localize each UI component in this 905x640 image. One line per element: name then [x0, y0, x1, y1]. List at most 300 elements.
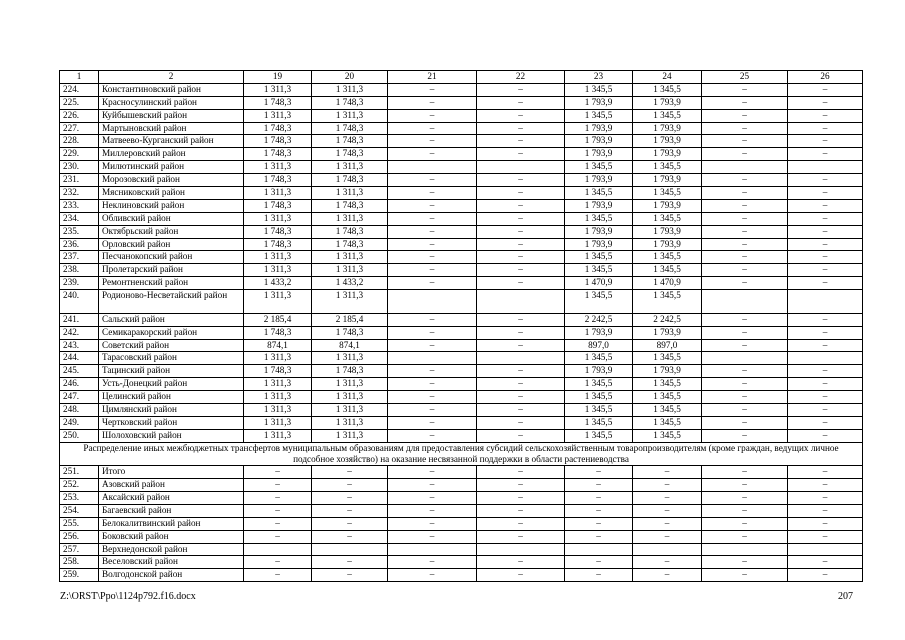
- value-cell: 1 311,3: [312, 161, 388, 174]
- row-number-cell: 258.: [60, 556, 99, 569]
- value-cell: –: [388, 238, 477, 251]
- value-cell: 1 345,5: [633, 161, 702, 174]
- district-name-cell: Сальский район: [99, 313, 244, 326]
- value-cell: –: [477, 569, 565, 582]
- value-cell: –: [702, 148, 788, 161]
- district-name-cell: Октябрьский район: [99, 225, 244, 238]
- value-cell: 1 748,3: [244, 365, 312, 378]
- district-name-cell: Морозовский район: [99, 174, 244, 187]
- value-cell: 1 793,9: [565, 365, 633, 378]
- value-cell: –: [702, 174, 788, 187]
- value-cell: –: [388, 135, 477, 148]
- value-cell: –: [477, 339, 565, 352]
- value-cell: 1 793,9: [633, 365, 702, 378]
- table-row: [60, 416, 863, 429]
- value-cell: –: [633, 504, 702, 517]
- district-name-cell: Красносулинский район: [99, 96, 244, 109]
- value-cell: –: [244, 492, 312, 505]
- value-cell: 1 311,3: [244, 264, 312, 277]
- column-header-cell: 23: [565, 71, 633, 84]
- district-name-cell: Неклиновский район: [99, 199, 244, 212]
- column-header-cell: 24: [633, 71, 702, 84]
- row-number-cell: 229.: [60, 148, 99, 161]
- value-cell: 1 345,5: [633, 212, 702, 225]
- value-cell: 1 311,3: [244, 212, 312, 225]
- column-header-cell: 21: [388, 71, 477, 84]
- value-cell: 1 345,5: [633, 429, 702, 442]
- table-row: [60, 530, 863, 543]
- value-cell: –: [788, 212, 863, 225]
- value-cell: 1 311,3: [312, 212, 388, 225]
- value-cell: –: [477, 251, 565, 264]
- column-header-cell: 2: [99, 71, 244, 84]
- value-cell: –: [633, 530, 702, 543]
- value-cell: –: [702, 212, 788, 225]
- value-cell: [565, 543, 633, 556]
- value-cell: 1 748,3: [312, 365, 388, 378]
- table-row: [60, 290, 863, 314]
- value-cell: –: [388, 326, 477, 339]
- table-row: [60, 251, 863, 264]
- value-cell: 1 311,3: [312, 429, 388, 442]
- row-number-cell: 248.: [60, 403, 99, 416]
- value-cell: –: [244, 517, 312, 530]
- value-cell: 1 345,5: [633, 251, 702, 264]
- row-number-cell: 231.: [60, 174, 99, 187]
- table-row: [60, 135, 863, 148]
- value-cell: [702, 352, 788, 365]
- table-row: [60, 378, 863, 391]
- value-cell: –: [477, 277, 565, 290]
- value-cell: –: [388, 530, 477, 543]
- value-cell: –: [244, 466, 312, 479]
- row-number-cell: 236.: [60, 238, 99, 251]
- value-cell: 1 748,3: [244, 326, 312, 339]
- value-cell: –: [788, 122, 863, 135]
- value-cell: –: [788, 187, 863, 200]
- district-name-cell: Семикаракорский район: [99, 326, 244, 339]
- value-cell: –: [244, 556, 312, 569]
- value-cell: –: [702, 96, 788, 109]
- value-cell: 1 470,9: [633, 277, 702, 290]
- header-row: [60, 71, 863, 84]
- value-cell: 1 345,5: [633, 83, 702, 96]
- district-name-cell: Константиновский район: [99, 83, 244, 96]
- value-cell: –: [702, 326, 788, 339]
- table-row: [60, 187, 863, 200]
- value-cell: –: [702, 466, 788, 479]
- value-cell: –: [477, 148, 565, 161]
- value-cell: –: [477, 109, 565, 122]
- value-cell: –: [702, 264, 788, 277]
- value-cell: –: [788, 530, 863, 543]
- value-cell: –: [477, 378, 565, 391]
- value-cell: –: [788, 135, 863, 148]
- district-name-cell: Целинский район: [99, 391, 244, 404]
- value-cell: –: [565, 556, 633, 569]
- value-cell: –: [788, 416, 863, 429]
- row-number-cell: 232.: [60, 187, 99, 200]
- value-cell: 1 748,3: [312, 238, 388, 251]
- value-cell: 1 311,3: [244, 290, 312, 314]
- value-cell: 1 311,3: [244, 83, 312, 96]
- value-cell: 1 793,9: [565, 199, 633, 212]
- value-cell: –: [477, 479, 565, 492]
- value-cell: [702, 290, 788, 314]
- value-cell: –: [388, 416, 477, 429]
- row-number-cell: 246.: [60, 378, 99, 391]
- value-cell: 1 793,9: [633, 225, 702, 238]
- row-number-cell: 244.: [60, 352, 99, 365]
- value-cell: –: [702, 277, 788, 290]
- value-cell: 1 311,3: [312, 403, 388, 416]
- district-name-cell: Орловский район: [99, 238, 244, 251]
- value-cell: [702, 161, 788, 174]
- value-cell: –: [702, 238, 788, 251]
- row-number-cell: 234.: [60, 212, 99, 225]
- value-cell: 1 345,5: [565, 264, 633, 277]
- value-cell: 1 345,5: [565, 83, 633, 96]
- district-name-cell: Боковский район: [99, 530, 244, 543]
- value-cell: –: [788, 378, 863, 391]
- value-cell: –: [702, 504, 788, 517]
- value-cell: –: [788, 569, 863, 582]
- value-cell: –: [312, 466, 388, 479]
- value-cell: [388, 290, 477, 314]
- row-number-cell: 230.: [60, 161, 99, 174]
- value-cell: –: [788, 109, 863, 122]
- value-cell: 1 345,5: [565, 109, 633, 122]
- value-cell: –: [388, 504, 477, 517]
- value-cell: [633, 543, 702, 556]
- value-cell: 1 793,9: [633, 135, 702, 148]
- table-row: [60, 96, 863, 109]
- value-cell: 1 311,3: [312, 378, 388, 391]
- row-number-cell: 241.: [60, 313, 99, 326]
- value-cell: 1 311,3: [244, 352, 312, 365]
- value-cell: –: [244, 479, 312, 492]
- district-name-cell: Пролетарский район: [99, 264, 244, 277]
- table-row: [60, 313, 863, 326]
- value-cell: –: [788, 365, 863, 378]
- value-cell: 1 311,3: [312, 251, 388, 264]
- value-cell: 1 793,9: [633, 199, 702, 212]
- table-row: [60, 403, 863, 416]
- value-cell: [788, 161, 863, 174]
- value-cell: 1 793,9: [633, 238, 702, 251]
- value-cell: –: [477, 556, 565, 569]
- value-cell: 1 345,5: [565, 352, 633, 365]
- table-row: [60, 199, 863, 212]
- value-cell: 1 311,3: [312, 109, 388, 122]
- value-cell: –: [388, 403, 477, 416]
- value-cell: –: [388, 479, 477, 492]
- row-number-cell: 225.: [60, 96, 99, 109]
- value-cell: –: [633, 569, 702, 582]
- value-cell: 1 311,3: [244, 161, 312, 174]
- value-cell: –: [477, 264, 565, 277]
- value-cell: –: [788, 466, 863, 479]
- value-cell: –: [788, 429, 863, 442]
- section-heading-row: [60, 442, 863, 466]
- value-cell: 1 748,3: [312, 199, 388, 212]
- table-row: [60, 83, 863, 96]
- value-cell: [477, 352, 565, 365]
- district-name-cell: Мартыновский район: [99, 122, 244, 135]
- value-cell: 1 793,9: [565, 96, 633, 109]
- value-cell: 1 793,9: [633, 174, 702, 187]
- value-cell: –: [388, 83, 477, 96]
- value-cell: –: [477, 466, 565, 479]
- value-cell: 1 748,3: [244, 148, 312, 161]
- table-row: [60, 569, 863, 582]
- value-cell: –: [477, 403, 565, 416]
- value-cell: –: [702, 492, 788, 505]
- value-cell: –: [565, 569, 633, 582]
- value-cell: 1 311,3: [312, 187, 388, 200]
- table-row: [60, 391, 863, 404]
- value-cell: –: [633, 466, 702, 479]
- district-name-cell: Веселовский район: [99, 556, 244, 569]
- row-number-cell: 254.: [60, 504, 99, 517]
- value-cell: [388, 543, 477, 556]
- district-name-cell: Азовский район: [99, 479, 244, 492]
- value-cell: –: [702, 365, 788, 378]
- row-number-cell: 253.: [60, 492, 99, 505]
- value-cell: –: [788, 96, 863, 109]
- value-cell: 1 345,5: [565, 416, 633, 429]
- value-cell: 1 793,9: [565, 148, 633, 161]
- value-cell: –: [788, 517, 863, 530]
- value-cell: 1 345,5: [565, 290, 633, 314]
- value-cell: [788, 290, 863, 314]
- value-cell: 1 748,3: [312, 326, 388, 339]
- value-cell: –: [312, 530, 388, 543]
- value-cell: –: [388, 365, 477, 378]
- value-cell: –: [702, 187, 788, 200]
- value-cell: –: [788, 199, 863, 212]
- table-row: [60, 466, 863, 479]
- value-cell: –: [702, 429, 788, 442]
- value-cell: –: [565, 530, 633, 543]
- value-cell: –: [702, 135, 788, 148]
- table-row: [60, 161, 863, 174]
- table-row: [60, 174, 863, 187]
- table-row: [60, 479, 863, 492]
- value-cell: –: [388, 251, 477, 264]
- value-cell: –: [702, 199, 788, 212]
- value-cell: 1 345,5: [565, 391, 633, 404]
- value-cell: –: [633, 492, 702, 505]
- value-cell: [702, 543, 788, 556]
- value-cell: –: [477, 96, 565, 109]
- value-cell: –: [788, 326, 863, 339]
- value-cell: 897,0: [565, 339, 633, 352]
- value-cell: –: [477, 83, 565, 96]
- row-number-cell: 255.: [60, 517, 99, 530]
- table-row: [60, 277, 863, 290]
- value-cell: –: [477, 530, 565, 543]
- value-cell: –: [702, 109, 788, 122]
- column-header-cell: 19: [244, 71, 312, 84]
- table-row: [60, 148, 863, 161]
- value-cell: 1 311,3: [244, 109, 312, 122]
- value-cell: 1 345,5: [565, 251, 633, 264]
- district-name-cell: Песчанокопский район: [99, 251, 244, 264]
- column-header-cell: 20: [312, 71, 388, 84]
- value-cell: [477, 290, 565, 314]
- district-name-cell: Итого: [99, 466, 244, 479]
- row-number-cell: 227.: [60, 122, 99, 135]
- value-cell: 1 345,5: [565, 212, 633, 225]
- value-cell: –: [788, 264, 863, 277]
- value-cell: –: [788, 479, 863, 492]
- district-name-cell: Милютинский район: [99, 161, 244, 174]
- district-name-cell: Багаевский район: [99, 504, 244, 517]
- value-cell: 1 748,3: [312, 135, 388, 148]
- row-number-cell: 243.: [60, 339, 99, 352]
- value-cell: –: [388, 212, 477, 225]
- row-number-cell: 259.: [60, 569, 99, 582]
- value-cell: 1 748,3: [244, 174, 312, 187]
- column-header-cell: 25: [702, 71, 788, 84]
- value-cell: 1 748,3: [244, 96, 312, 109]
- row-number-cell: 247.: [60, 391, 99, 404]
- district-name-cell: Родионово-Несветайский район: [99, 290, 244, 314]
- value-cell: –: [388, 277, 477, 290]
- value-cell: –: [702, 391, 788, 404]
- row-number-cell: 237.: [60, 251, 99, 264]
- table-row: [60, 556, 863, 569]
- value-cell: 2 242,5: [565, 313, 633, 326]
- value-cell: [788, 543, 863, 556]
- row-number-cell: 240.: [60, 290, 99, 314]
- value-cell: –: [565, 492, 633, 505]
- value-cell: 2 185,4: [312, 313, 388, 326]
- district-name-cell: Чертковский район: [99, 416, 244, 429]
- value-cell: 1 748,3: [244, 238, 312, 251]
- value-cell: 1 345,5: [633, 378, 702, 391]
- table-row: [60, 212, 863, 225]
- value-cell: –: [388, 264, 477, 277]
- value-cell: –: [788, 492, 863, 505]
- district-name-cell: Ремонтненский район: [99, 277, 244, 290]
- value-cell: –: [788, 391, 863, 404]
- row-number-cell: 250.: [60, 429, 99, 442]
- value-cell: [388, 161, 477, 174]
- value-cell: 874,1: [312, 339, 388, 352]
- value-cell: 1 793,9: [565, 135, 633, 148]
- district-name-cell: Шолоховский район: [99, 429, 244, 442]
- value-cell: –: [477, 326, 565, 339]
- value-cell: –: [388, 148, 477, 161]
- value-cell: 1 748,3: [244, 199, 312, 212]
- value-cell: –: [388, 378, 477, 391]
- value-cell: –: [477, 391, 565, 404]
- value-cell: 1 470,9: [565, 277, 633, 290]
- value-cell: [788, 352, 863, 365]
- value-cell: [477, 161, 565, 174]
- district-name-cell: Советский район: [99, 339, 244, 352]
- row-number-cell: 245.: [60, 365, 99, 378]
- value-cell: –: [565, 504, 633, 517]
- value-cell: –: [565, 479, 633, 492]
- footer-page-number: 207: [838, 591, 853, 602]
- value-cell: 1 748,3: [312, 225, 388, 238]
- value-cell: –: [702, 313, 788, 326]
- district-name-cell: Куйбышевский район: [99, 109, 244, 122]
- value-cell: –: [702, 403, 788, 416]
- district-name-cell: Мясниковский район: [99, 187, 244, 200]
- value-cell: 1 311,3: [312, 391, 388, 404]
- value-cell: –: [312, 479, 388, 492]
- value-cell: –: [788, 277, 863, 290]
- value-cell: 1 793,9: [633, 148, 702, 161]
- value-cell: –: [477, 122, 565, 135]
- value-cell: –: [477, 504, 565, 517]
- value-cell: –: [477, 517, 565, 530]
- value-cell: –: [477, 416, 565, 429]
- table-row: [60, 225, 863, 238]
- value-cell: –: [244, 530, 312, 543]
- value-cell: –: [388, 466, 477, 479]
- value-cell: 1 793,9: [633, 326, 702, 339]
- value-cell: –: [788, 251, 863, 264]
- district-name-cell: Матвеево-Курганский район: [99, 135, 244, 148]
- value-cell: 874,1: [244, 339, 312, 352]
- value-cell: [477, 543, 565, 556]
- value-cell: 2 242,5: [633, 313, 702, 326]
- table-row: [60, 543, 863, 556]
- value-cell: –: [788, 148, 863, 161]
- district-name-cell: Белокалитвинский район: [99, 517, 244, 530]
- value-cell: –: [312, 569, 388, 582]
- table-row: [60, 339, 863, 352]
- district-name-cell: Аксайский район: [99, 492, 244, 505]
- value-cell: –: [388, 391, 477, 404]
- value-cell: 1 748,3: [244, 135, 312, 148]
- value-cell: 1 345,5: [633, 264, 702, 277]
- value-cell: 1 345,5: [565, 187, 633, 200]
- row-number-cell: 242.: [60, 326, 99, 339]
- value-cell: 1 345,5: [633, 391, 702, 404]
- row-number-cell: 233.: [60, 199, 99, 212]
- value-cell: 1 345,5: [633, 109, 702, 122]
- district-name-cell: Усть-Донецкий район: [99, 378, 244, 391]
- district-name-cell: Миллеровский район: [99, 148, 244, 161]
- table-row: [60, 504, 863, 517]
- value-cell: 1 748,3: [244, 225, 312, 238]
- value-cell: [244, 543, 312, 556]
- value-cell: 1 793,9: [565, 174, 633, 187]
- value-cell: 1 793,9: [633, 122, 702, 135]
- value-cell: –: [477, 429, 565, 442]
- value-cell: 1 793,9: [565, 225, 633, 238]
- value-cell: 1 345,5: [565, 161, 633, 174]
- value-cell: 897,0: [633, 339, 702, 352]
- value-cell: 1 345,5: [565, 403, 633, 416]
- value-cell: 1 311,3: [312, 352, 388, 365]
- row-number-cell: 251.: [60, 466, 99, 479]
- value-cell: –: [312, 517, 388, 530]
- district-name-cell: Тарасовский район: [99, 352, 244, 365]
- value-cell: –: [702, 479, 788, 492]
- value-cell: –: [702, 530, 788, 543]
- district-name-cell: Обливский район: [99, 212, 244, 225]
- value-cell: 1 748,3: [312, 96, 388, 109]
- value-cell: –: [788, 313, 863, 326]
- table-row: [60, 264, 863, 277]
